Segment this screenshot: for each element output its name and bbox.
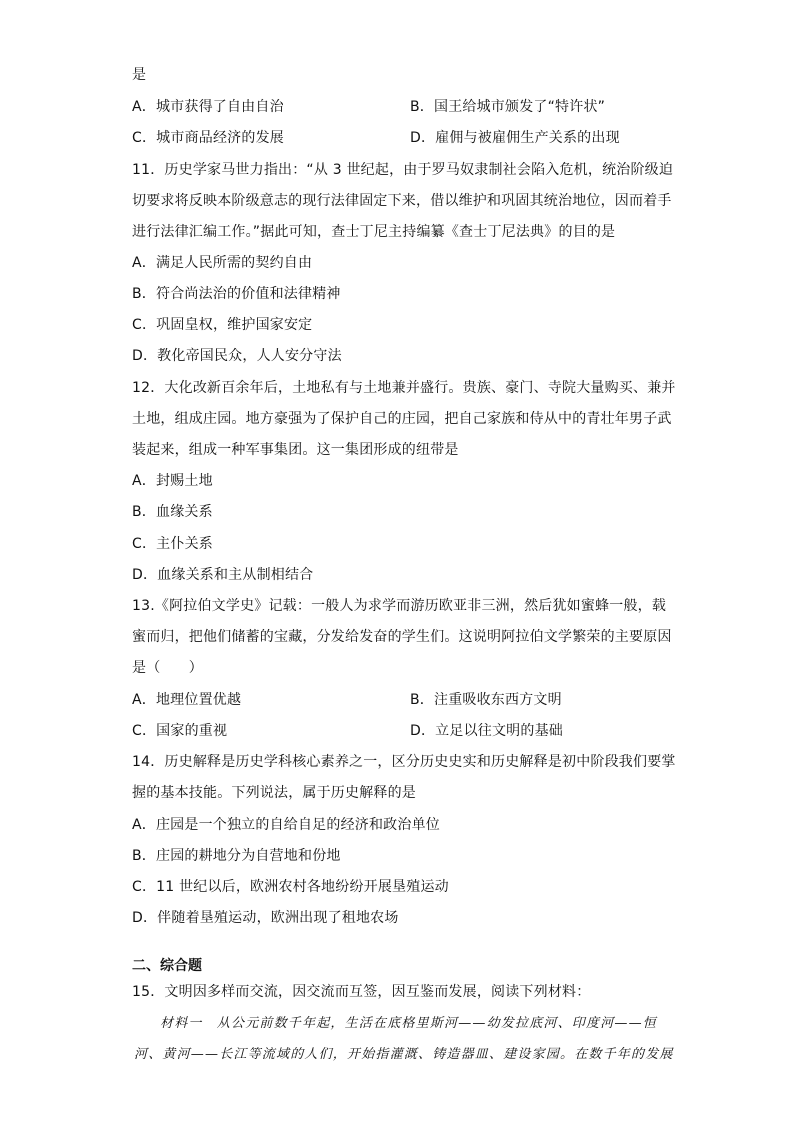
q15-material-line: 材料一 从公元前数千年起，生活在底格里斯河——幼发拉底河、印度河——恒 bbox=[160, 1016, 658, 1031]
q11-stem-line: 进行法律汇编工作。”据此可知，查士丁尼主持编纂《查士丁尼法典》的目的是 bbox=[132, 224, 616, 240]
q13-option-c: C．国家的重视 bbox=[132, 723, 228, 739]
q15-stem: 15．文明因多样而交流，因交流而互签，因互鉴而发展，阅读下列材料： bbox=[132, 984, 591, 1000]
q11-option-d: D．教化帝国民众，人人安分守法 bbox=[132, 348, 342, 364]
q12-stem-line: 装起来，组成一种军事集团。这一集团形成的纽带是 bbox=[132, 442, 459, 458]
q12-option-c: C．主仆关系 bbox=[132, 536, 213, 552]
q14-stem-line: 14．历史解释是历史学科核心素养之一，区分历史史实和历史解释是初中阶段我们要掌 bbox=[132, 754, 676, 770]
q11-stem-line: 切要求将反映本阶级意志的现行法律固定下来，借以维护和巩固其统治地位，因而着手 bbox=[132, 193, 672, 209]
q14-option-d: D．伴随着垦殖运动，欧洲出现了租地农场 bbox=[132, 910, 399, 926]
q11-option-c: C．巩固皇权，维护国家安定 bbox=[132, 317, 313, 333]
q14-option-c: C．11 世纪以后，欧洲农村各地纷纷开展垦殖运动 bbox=[132, 879, 449, 895]
q10-option-b: B．国王给城市颁发了“特许状” bbox=[410, 99, 606, 115]
q10-option-c: C．城市商品经济的发展 bbox=[132, 130, 284, 146]
q14-option-b: B．庄园的耕地分为自营地和份地 bbox=[132, 848, 341, 864]
q15-material-line: 河、黄河——长江等流域的人们，开始指灌溉、铸造器皿、建设家园。在数千年的发展 bbox=[134, 1047, 674, 1062]
q12-option-a: A．封赐土地 bbox=[132, 473, 213, 489]
q13-stem-line: 蜜而归，把他们储蓄的宝藏，分发给发奋的学生们。这说明阿拉伯文学繁荣的主要原因 bbox=[132, 629, 672, 645]
q13-option-a: A．地理位置优越 bbox=[132, 692, 242, 708]
q11-option-a: A．满足人民所需的契约自由 bbox=[132, 255, 313, 271]
q10-option-a: A．城市获得了自由自治 bbox=[132, 99, 284, 115]
q12-stem-line: 土地，组成庄园。地方豪强为了保护自己的庄园，把自己家族和侍从中的青壮年男子武 bbox=[132, 411, 672, 427]
q13-option-b: B．注重吸收东西方文明 bbox=[410, 692, 562, 708]
q13-stem-line: 是（ ） bbox=[132, 660, 203, 676]
q12-stem-line: 12．大化改新百余年后，土地私有与土地兼并盛行。贵族、豪门、寺院大量购买、兼并 bbox=[132, 380, 676, 396]
q14-option-a: A．庄园是一个独立的自给自足的经济和政治单位 bbox=[132, 817, 440, 833]
q11-stem-line: 11．历史学家马世力指出：“从 3 世纪起，由于罗马奴隶制社会陷入危机，统治阶级迫 bbox=[132, 162, 674, 178]
q11-option-b: B．符合尚法治的价值和法律精神 bbox=[132, 286, 341, 302]
q14-stem-line: 握的基本技能。下列说法，属于历史解释的是 bbox=[132, 785, 416, 801]
q12-option-b: B．血缘关系 bbox=[132, 504, 213, 520]
q13-stem-line: 13.《阿拉伯文学史》记载：一般人为求学而游历欧亚非三洲，然后犹如蜜蜂一般，载 bbox=[132, 598, 667, 614]
q10-option-d: D．雇佣与被雇佣生产关系的出现 bbox=[410, 130, 620, 146]
q12-option-d: D．血缘关系和主从制相结合 bbox=[132, 567, 314, 583]
section-title: 二、综合题 bbox=[132, 958, 202, 974]
q13-option-d: D．立足以往文明的基础 bbox=[410, 723, 563, 739]
q10-stem-tail: 是 bbox=[132, 67, 147, 83]
